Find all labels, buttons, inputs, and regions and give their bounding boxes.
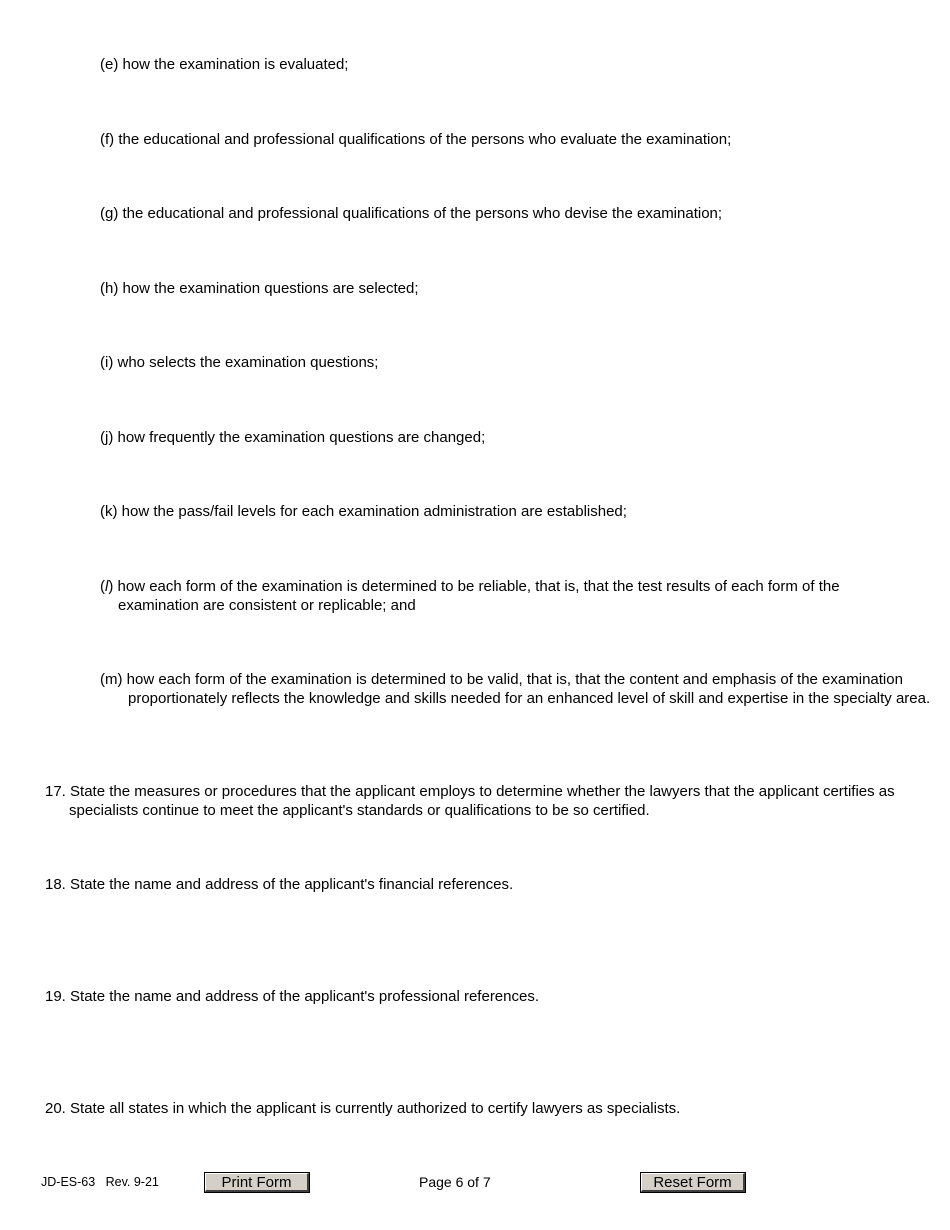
item-l — [100, 577, 908, 615]
item-m: (m) how each form of the examination is determined to be valid, that is, that the content and emphasis of the examination proportionately reflects the knowledge and skills needed for an enhanced level of skill and expertise in the specialty area. — [100, 671, 931, 707]
question-19: 19. State the name and address of the applicant's professional references. — [45, 988, 540, 1005]
reset-form-button[interactable]: Reset Form — [641, 1173, 745, 1192]
item-h: (h) how the examination questions are selected; — [100, 280, 419, 297]
item-l-prefix: ( — [100, 578, 105, 595]
question-20: 20. State all states in which the applicant is currently authorized to certify lawyers as specialists. — [45, 1100, 681, 1117]
question-17: 17. State the measures or procedures that the applicant employs to determine whether the lawyers that the applicant certifies as specialists continue to meet the applicant's standards or qualifications to be so certified. — [45, 783, 895, 819]
item-e: (e) how the examination is evaluated; — [100, 56, 349, 73]
item-i: (i) who selects the examination questions; — [100, 354, 379, 371]
item-g: (g) the educational and professional qualifications of the persons who devise the examination; — [100, 205, 723, 222]
item-f: (f) the educational and professional qualifications of the persons who evaluate the examination; — [100, 131, 732, 148]
item-j: (j) how frequently the examination questions are changed; — [100, 429, 486, 446]
page-number: Page 6 of 7 — [419, 1174, 491, 1190]
question-18: 18. State the name and address of the applicant's financial references. — [45, 876, 514, 893]
print-form-button[interactable]: Print Form — [205, 1173, 309, 1192]
item-l-letter: l — [105, 578, 109, 595]
form-id: JD-ES-63 Rev. 9-21 — [41, 1175, 159, 1189]
item-l-text: ) how each form of the examination is determined to be reliable, that is, that the test results of each form of the examination are consistent or replicable; and — [108, 578, 840, 614]
item-k: (k) how the pass/fail levels for each examination administration are established; — [100, 503, 627, 520]
